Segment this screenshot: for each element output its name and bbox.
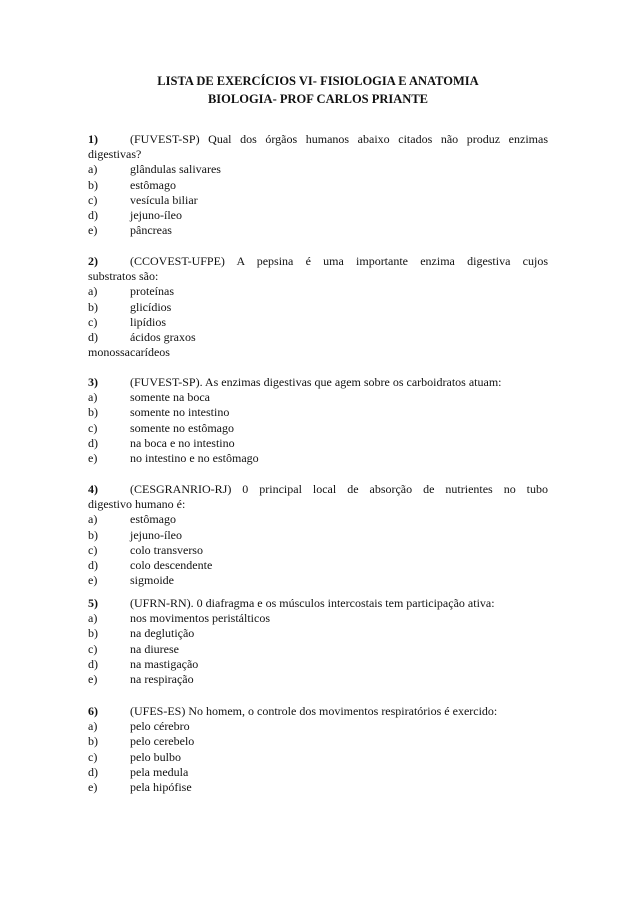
answer-option bbox=[88, 223, 548, 238]
option-text: colo descendente bbox=[130, 557, 213, 572]
answer-option bbox=[88, 750, 548, 765]
answer-option bbox=[88, 734, 548, 749]
question-stem-line bbox=[88, 254, 548, 269]
answer-option bbox=[88, 162, 548, 177]
option-letter: d) bbox=[88, 764, 98, 779]
question-number: 5) bbox=[88, 596, 98, 610]
option-text: jejuno-íleo bbox=[130, 527, 182, 542]
question-stem-line bbox=[88, 704, 548, 719]
option-text: ácidos graxos bbox=[130, 329, 196, 344]
question-stem-text: (CCOVEST-UFPE) A pepsina é uma importante enzima digestiva cujos bbox=[130, 254, 548, 268]
option-letter: b) bbox=[88, 527, 98, 542]
answer-option bbox=[88, 611, 548, 626]
answer-option bbox=[88, 573, 548, 588]
answer-option bbox=[88, 284, 548, 299]
question-stem-text: (FUVEST-SP). As enzimas digestivas que agem sobre os carboidratos atuam: bbox=[130, 375, 502, 389]
option-letter: d) bbox=[88, 329, 98, 344]
answer-option bbox=[88, 765, 548, 780]
option-text: sigmoide bbox=[130, 573, 174, 588]
question-stem-text: (CESGRANRIO-RJ) 0 principal local de absorção de nutrientes no tubo bbox=[130, 482, 548, 496]
answer-option bbox=[88, 436, 548, 451]
question-number: 3) bbox=[88, 375, 98, 389]
option-letter: b) bbox=[88, 626, 98, 641]
option-letter: c) bbox=[88, 420, 98, 435]
option-letter: c) bbox=[88, 749, 98, 764]
question-6 bbox=[88, 704, 548, 795]
option-text: pela hipófise bbox=[130, 779, 192, 794]
option-letter: a) bbox=[88, 284, 98, 299]
option-text: somente no intestino bbox=[130, 405, 230, 420]
question-stem-line bbox=[88, 596, 548, 611]
answer-option bbox=[88, 719, 548, 734]
document-subtitle: BIOLOGIA- PROF CARLOS PRIANTE bbox=[207, 92, 429, 106]
option-letter: c) bbox=[88, 314, 98, 329]
question-2 bbox=[88, 254, 548, 360]
question-stem-text: digestivas? bbox=[88, 147, 142, 162]
option-text: na boca e no intestino bbox=[130, 435, 235, 450]
option-text: somente na boca bbox=[130, 390, 210, 405]
question-stem-line bbox=[88, 132, 548, 147]
option-letter: d) bbox=[88, 656, 98, 671]
option-text: colo transverso bbox=[130, 542, 203, 557]
answer-option bbox=[88, 626, 548, 641]
option-text: na diurese bbox=[130, 641, 179, 656]
option-letter: c) bbox=[88, 542, 98, 557]
option-letter: a) bbox=[88, 512, 98, 527]
option-text: glândulas salivares bbox=[130, 162, 221, 177]
question-number: 1) bbox=[88, 132, 98, 146]
option-letter: d) bbox=[88, 207, 98, 222]
question-1 bbox=[88, 132, 548, 238]
option-letter: e) bbox=[88, 223, 98, 238]
option-letter: d) bbox=[88, 435, 98, 450]
answer-option bbox=[88, 300, 548, 315]
option-text: pelo cerebelo bbox=[130, 734, 195, 749]
answer-option bbox=[88, 558, 548, 573]
option-letter: b) bbox=[88, 299, 98, 314]
answer-option bbox=[88, 657, 548, 672]
option-letter: e) bbox=[88, 450, 98, 465]
document-title: LISTA DE EXERCÍCIOS VI- FISIOLOGIA E ANATOMIA bbox=[157, 74, 479, 88]
answer-option bbox=[88, 178, 548, 193]
question-number: 6) bbox=[88, 704, 98, 718]
question-stem-line bbox=[88, 482, 548, 497]
answer-option bbox=[88, 330, 548, 345]
answer-option bbox=[88, 421, 548, 436]
option-text: na respiração bbox=[130, 671, 194, 686]
answer-option bbox=[88, 642, 548, 657]
question-number: 2) bbox=[88, 254, 98, 268]
option-text: pelo bulbo bbox=[130, 749, 181, 764]
option-letter: e) bbox=[88, 779, 98, 794]
option-letter: a) bbox=[88, 611, 98, 626]
option-text: pela medula bbox=[130, 764, 189, 779]
answer-option bbox=[88, 405, 548, 420]
option-text: na mastigação bbox=[130, 656, 199, 671]
answer-option bbox=[88, 390, 548, 405]
question-4 bbox=[88, 482, 548, 588]
option-letter: a) bbox=[88, 719, 98, 734]
option-letter: b) bbox=[88, 405, 98, 420]
option-text: glicídios bbox=[130, 299, 172, 314]
answer-option bbox=[88, 780, 548, 795]
answer-option bbox=[88, 208, 548, 223]
option-text: pelo cérebro bbox=[130, 719, 190, 734]
option-letter: b) bbox=[88, 177, 98, 192]
answer-option bbox=[88, 512, 548, 527]
option-trailing-text: monossacarídeos bbox=[88, 345, 170, 360]
option-text: pâncreas bbox=[130, 223, 172, 238]
question-3 bbox=[88, 375, 548, 466]
question-stem-text: substratos são: bbox=[88, 269, 159, 284]
option-letter: e) bbox=[88, 573, 98, 588]
option-letter: a) bbox=[88, 390, 98, 405]
question-stem-line bbox=[88, 497, 548, 512]
answer-option bbox=[88, 672, 548, 687]
question-stem-line bbox=[88, 269, 548, 284]
option-text: nos movimentos peristálticos bbox=[130, 611, 270, 626]
option-letter: c) bbox=[88, 641, 98, 656]
option-text: estômago bbox=[130, 177, 176, 192]
question-stem-text: (UFRN-RN). 0 diafragma e os músculos intercostais tem participação ativa: bbox=[130, 596, 495, 610]
question-stem-text: digestivo humano é: bbox=[88, 497, 186, 512]
answer-option bbox=[88, 315, 548, 330]
answer-option bbox=[88, 193, 548, 208]
answer-option bbox=[88, 528, 548, 543]
question-5 bbox=[88, 596, 548, 687]
option-text: na deglutição bbox=[130, 626, 195, 641]
option-letter: e) bbox=[88, 671, 98, 686]
option-text: lipídios bbox=[130, 314, 167, 329]
answer-option bbox=[88, 451, 548, 466]
option-text: estômago bbox=[130, 512, 176, 527]
option-letter: b) bbox=[88, 734, 98, 749]
option-letter: c) bbox=[88, 192, 98, 207]
option-text: somente no estômago bbox=[130, 420, 234, 435]
option-letter: a) bbox=[88, 162, 98, 177]
answer-option bbox=[88, 543, 548, 558]
option-text: no intestino e no estômago bbox=[130, 450, 259, 465]
question-stem-line bbox=[88, 147, 548, 162]
question-stem-text: (FUVEST-SP) Qual dos órgãos humanos abaixo citados não produz enzimas bbox=[130, 132, 548, 146]
question-number: 4) bbox=[88, 482, 98, 496]
question-stem-text: (UFES-ES) No homem, o controle dos movimentos respiratórios é exercido: bbox=[130, 704, 498, 718]
question-stem-line bbox=[88, 375, 548, 390]
option-text: vesícula biliar bbox=[130, 192, 198, 207]
option-text: jejuno-íleo bbox=[130, 207, 182, 222]
option-text: proteínas bbox=[130, 284, 174, 299]
option-letter: d) bbox=[88, 557, 98, 572]
